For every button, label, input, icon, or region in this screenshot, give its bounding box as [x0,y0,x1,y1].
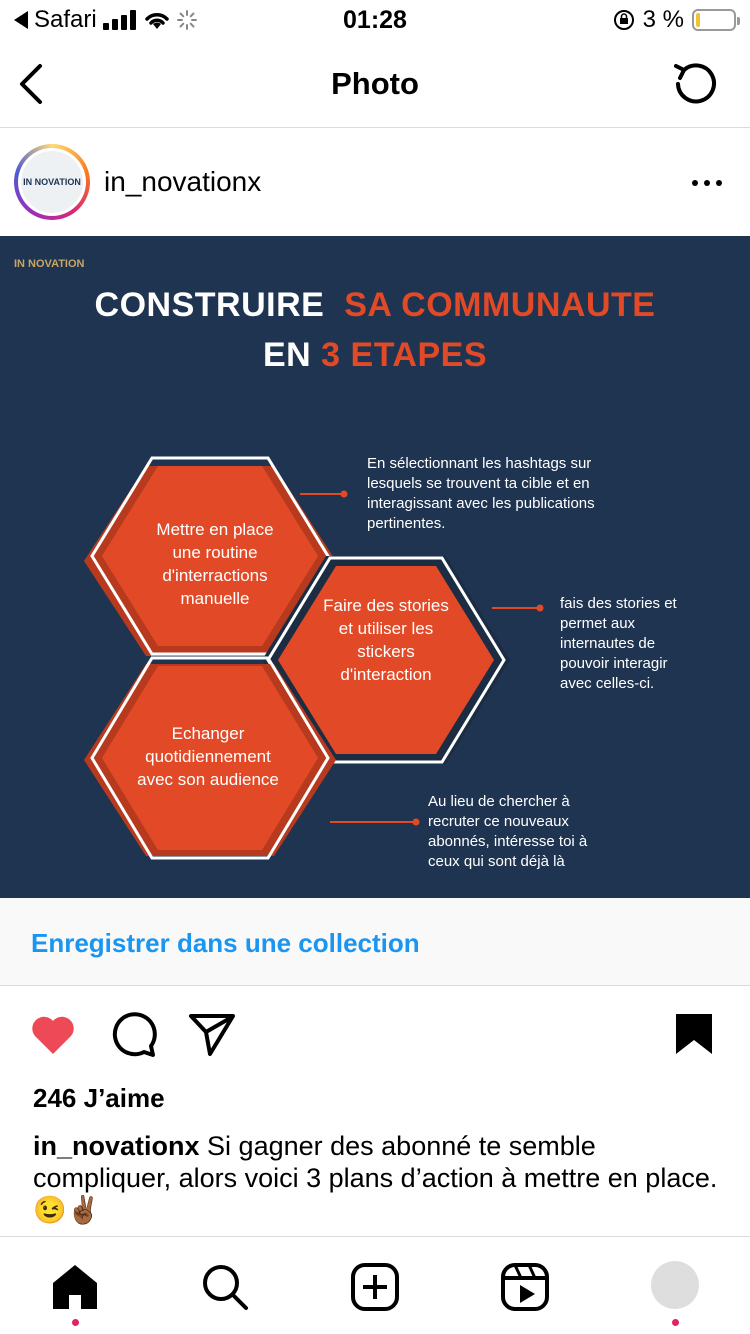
post-subtitle [0,336,750,375]
orientation-lock-icon [613,9,635,31]
profile-notification-dot [672,1319,679,1326]
step-note: fais des stories et permet aux internautes de pouvoir interagir avec celles-ci. [560,595,677,692]
likes-count[interactable]: 246 J’aime [33,1083,165,1113]
post-title-white: CONSTRUIRE [94,286,325,324]
search-icon[interactable] [199,1261,251,1313]
post-subtitle-orange: 3 ETAPES [321,336,488,374]
step-label: Faire des stories et utiliser les stickers d'interaction [323,596,449,684]
post-header [0,130,750,236]
step-label: Mettre en place une routine d'interractions manuelle [156,520,274,608]
bookmark-filled-icon[interactable] [668,1008,720,1060]
post-title-orange: SA COMMUNAUTE [344,286,656,324]
post-title [0,286,750,325]
step-note: Au lieu de chercher à recruter ce nouveaux abonnés, intéresse toi à ceux qui sont déjà là [428,793,588,870]
status-bar [0,0,750,40]
avatar[interactable] [14,144,90,220]
home-notification-dot [72,1319,79,1326]
avatar-logo: IN NOVATION [21,151,83,213]
bottom-tab-bar [0,1236,750,1334]
status-right [613,6,736,34]
comment-icon[interactable] [107,1008,159,1060]
post-image[interactable] [0,236,750,898]
refresh-icon[interactable] [668,58,720,110]
reels-icon[interactable] [499,1261,551,1313]
page-title: Photo [331,66,419,101]
save-to-collection-link[interactable]: Enregistrer dans une collection [31,928,420,958]
caption-text: Si gagner des abonné te semble compliquer, alors voici 3 plans d’action à mettre en place.😉✌🏾 [33,1131,718,1225]
battery-icon [692,9,736,31]
brand-logo: IN NOVATION [14,258,85,270]
more-options-icon[interactable] [692,180,722,186]
create-icon[interactable] [349,1261,401,1313]
post-subtitle-white: EN [262,336,312,374]
send-icon[interactable] [186,1008,238,1060]
step-note: En sélectionnant les hashtags sur lesquels se trouvent ta cible et en interagissant avec les publications pertinentes. [367,455,595,532]
save-to-collection-bar[interactable] [0,898,750,986]
post-username[interactable]: in_novationx [104,166,262,197]
profile-avatar-icon[interactable] [651,1261,699,1309]
post-caption [33,1130,723,1226]
home-icon[interactable] [49,1261,101,1313]
back-app-label[interactable]: Safari [34,6,97,33]
status-time: 01:28 [343,6,407,34]
step-label: Echanger quotidiennement avec son audience [137,724,279,789]
nav-header [0,42,750,128]
caption-username[interactable]: in_novationx [33,1131,200,1161]
battery-percent: 3 % [642,6,684,33]
post-actions [0,1008,750,1064]
heart-filled-icon[interactable] [27,1008,79,1060]
